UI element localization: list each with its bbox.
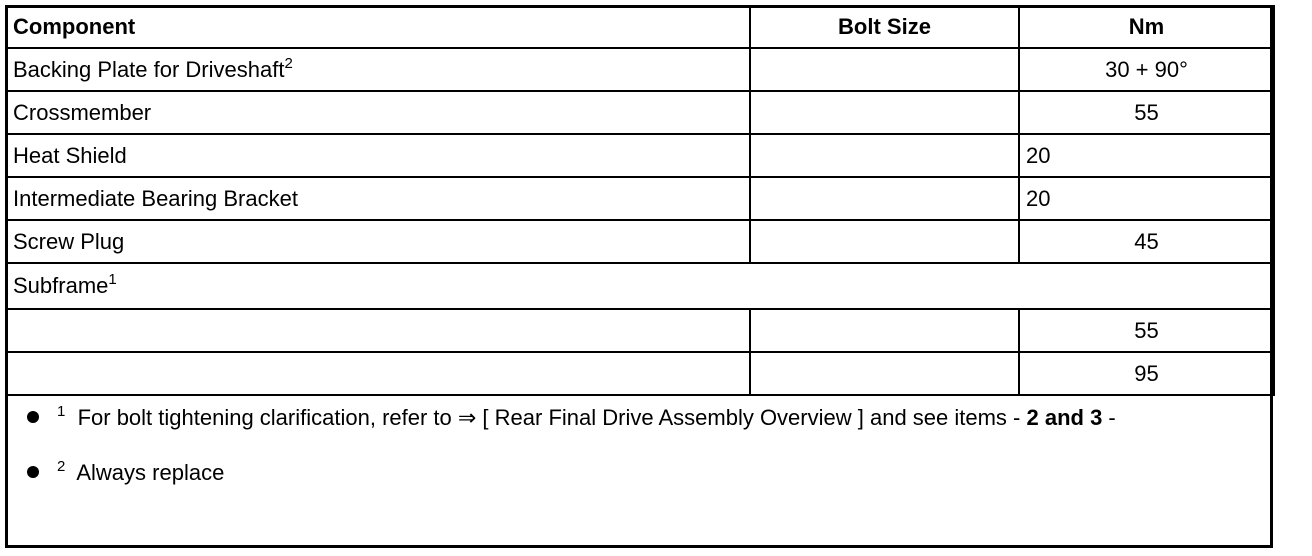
nm-cell: 95: [1019, 352, 1274, 395]
overview-link[interactable]: [ Rear Final Drive Assembly Overview ]: [482, 405, 864, 430]
component-cell: Crossmember: [6, 91, 750, 134]
footnote-marker: 1: [57, 403, 66, 420]
footnote-marker: 2: [57, 458, 66, 475]
footnote-ref: 2: [284, 54, 293, 72]
nm-cell: 55: [1019, 91, 1274, 134]
footnote-text: -: [1102, 405, 1116, 430]
nm-cell: 30 + 90°: [1019, 48, 1274, 91]
footnote-text: Always replace: [76, 460, 225, 485]
header-component: Component: [6, 6, 750, 48]
nm-cell: 45: [1019, 220, 1274, 263]
header-nm: Nm: [1019, 6, 1274, 48]
component-name: Subframe: [13, 273, 109, 298]
footnote-text: For bolt tightening clarification, refer to ⇒: [77, 405, 483, 430]
header-bolt-size: Bolt Size: [750, 6, 1019, 48]
component-cell: Intermediate Bearing Bracket: [6, 177, 750, 220]
component-name: Backing Plate for Driveshaft: [13, 56, 285, 82]
component-cell: Screw Plug: [6, 220, 750, 263]
footnote-items: 2 and 3: [1026, 405, 1103, 430]
footnote-1: [27, 403, 1116, 430]
bullet-icon: [27, 466, 39, 478]
footnote-ref: 1: [108, 271, 117, 288]
bullet-icon: [27, 411, 39, 423]
footnote-text: and see items -: [863, 405, 1027, 430]
footnotes: [5, 390, 1273, 548]
footnote-2: [27, 458, 225, 485]
nm-cell: 55: [1019, 309, 1274, 352]
component-cell: Heat Shield: [6, 134, 750, 177]
nm-cell: 20: [1019, 134, 1274, 177]
nm-cell: 20: [1019, 177, 1274, 220]
